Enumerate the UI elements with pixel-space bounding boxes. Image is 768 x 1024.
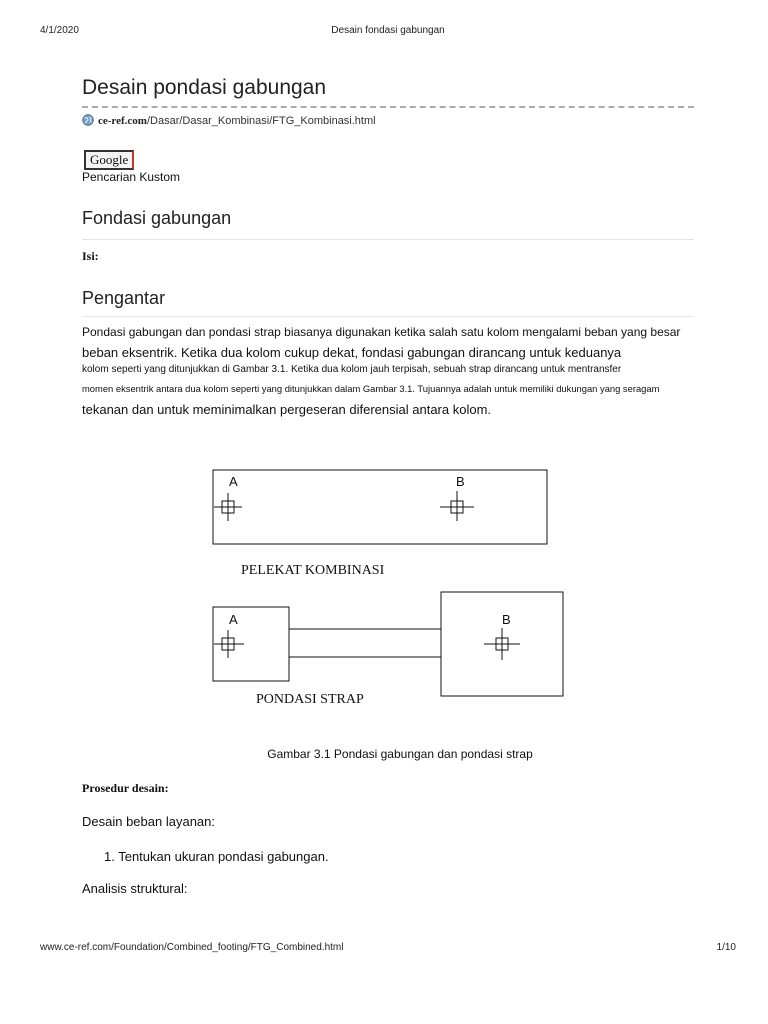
section-heading-intro: Pengantar [82,288,166,308]
column-b-marker-strap [484,628,520,660]
strap-footing-label: PONDASI STRAP [256,692,364,707]
intro-line-1: Pondasi gabungan dan pondasi strap biasanya digunakan ketika salah satu kolom mengalami beban yang besar [82,325,681,339]
column-b-marker-combined [440,491,474,521]
combined-column-a-label: A [229,474,238,489]
custom-search-label: Pencarian Kustom [82,170,181,184]
page-title: Desain pondasi gabungan [82,76,327,99]
google-search-button[interactable]: Google [84,150,134,170]
print-date: 4/1/2020 [40,25,79,36]
footing-diagram [82,0,694,740]
strap-column-a-label: A [229,612,238,627]
procedure-heading: Prosedur desain: [82,781,169,795]
strap-column-b-label: B [502,612,511,627]
intro-line-3: kolom seperti yang ditunjukkan di Gambar 3.1. Ketika dua kolom jauh terpisah, sebuah strap dirancang untuk mentransfer [82,364,622,375]
column-a-marker-strap [214,630,244,658]
strap-beam [289,629,441,657]
intro-line-5: tekanan dan untuk meminimalkan pergeseran diferensial antara kolom. [82,402,492,417]
print-title: Desain fondasi gabungan [331,25,445,36]
intro-line-2: beban eksentrik. Ketika dua kolom cukup dekat, fondasi gabungan dirancang untuk keduanya [82,345,622,360]
column-a-marker-combined [214,493,242,521]
combined-column-b-label: B [456,474,465,489]
source-domain: ce-ref.com [98,115,147,127]
print-url: www.ce-ref.com/Foundation/Combined_footing/FTG_Combined.html [40,942,344,953]
contents-label: Isi: [82,249,99,263]
intro-line-4: momen eksentrik antara dua kolom seperti yang ditunjukkan dalam Gambar 3.1. Tujuannya adalah untuk memiliki dukungan yang seragam [82,383,660,394]
list-item: 1. Tentukan ukuran pondasi gabungan. [104,849,329,864]
service-load-label: Desain beban layanan: [82,814,215,829]
combined-footing-outline [213,470,547,544]
structural-analysis-label: Analisis struktural: [82,881,188,896]
page-number: 1/10 [716,942,736,953]
combined-footing-label: PELEKAT KOMBINASI [241,563,385,578]
figure-caption: Gambar 3.1 Pondasi gabungan dan pondasi strap [267,747,533,761]
source-path: /Dasar/Dasar_Kombinasi/FTG_Kombinasi.html [146,115,376,127]
section-heading-main: Fondasi gabungan [82,208,232,228]
